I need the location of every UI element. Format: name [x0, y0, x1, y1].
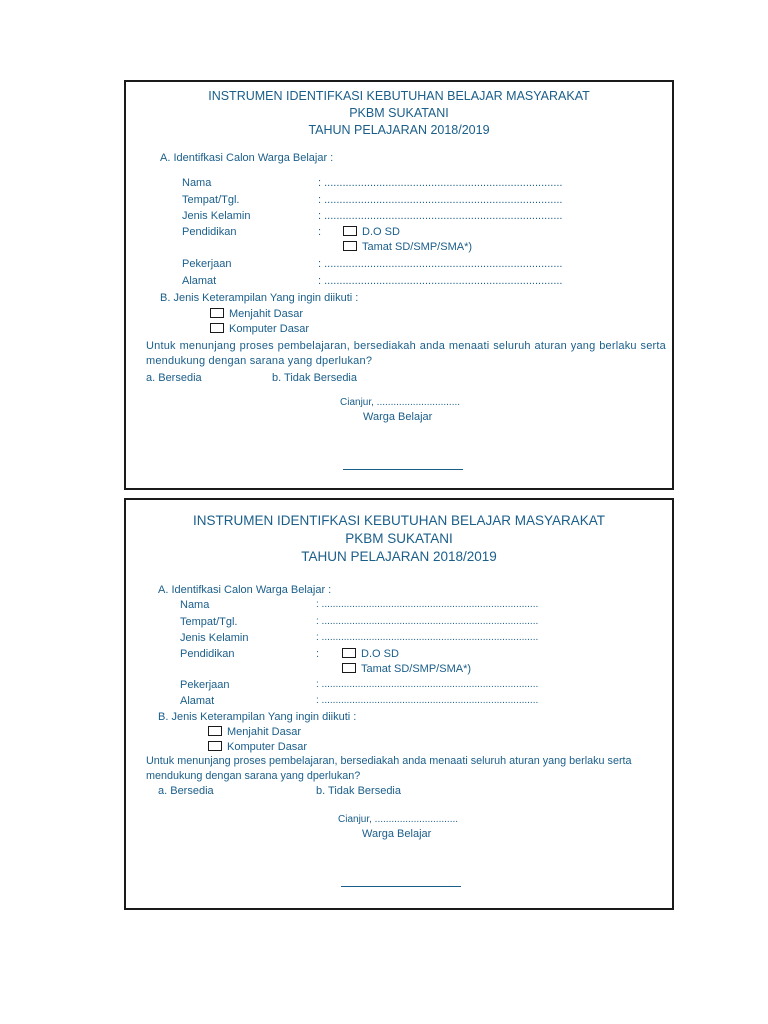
place-date: Cianjur, ..............................	[340, 397, 461, 408]
option-tamat[interactable]: Tamat SD/SMP/SMA*)	[342, 663, 471, 675]
fill-tempat: : ..............................................................................	[316, 616, 539, 627]
signature-line	[343, 469, 463, 470]
fill-alamat: : ..............................................................................	[318, 275, 563, 287]
label-pekerjaan: Pekerjaan	[182, 258, 232, 270]
colon-pendidikan: :	[316, 648, 320, 660]
answer-a[interactable]: a. Bersedia	[158, 785, 214, 797]
option-menjahit[interactable]: Menjahit Dasar	[210, 308, 303, 320]
option-komputer[interactable]: Komputer Dasar	[208, 741, 307, 753]
fill-jenis-kelamin: : ..............................................................................	[318, 210, 563, 222]
question-text: Untuk menunjang proses pembelajaran, bersediakah anda menaati seluruh aturan yang berlaku serta mendukung dengan sarana yang dperlukan?	[146, 340, 666, 367]
title-line-2: PKBM SUKATANI	[349, 106, 449, 120]
checkbox-icon[interactable]	[342, 648, 356, 658]
option-tamat[interactable]: Tamat SD/SMP/SMA*)	[343, 241, 472, 253]
form-card-1	[124, 80, 674, 490]
title-line-3: TAHUN PELAJARAN 2018/2019	[308, 123, 490, 137]
section-b-heading: B. Jenis Keterampilan Yang ingin diikuti :	[160, 292, 359, 304]
option-do-sd[interactable]: D.O SD	[342, 648, 399, 660]
form-card-2	[124, 498, 674, 910]
label-alamat: Alamat	[182, 275, 217, 287]
title-line-3: TAHUN PELAJARAN 2018/2019	[301, 549, 497, 564]
fill-tempat: : ..............................................................................	[318, 194, 563, 206]
label-pekerjaan: Pekerjaan	[180, 679, 230, 691]
option-do-sd[interactable]: D.O SD	[343, 226, 400, 238]
section-a-heading: A. Identifkasi Calon Warga Belajar :	[158, 584, 332, 596]
checkbox-icon[interactable]	[342, 663, 356, 673]
label-pendidikan: Pendidikan	[180, 648, 235, 660]
label-pendidikan: Pendidikan	[182, 226, 237, 238]
label-tempat: Tempat/Tgl.	[182, 194, 240, 206]
option-komputer[interactable]: Komputer Dasar	[210, 323, 309, 335]
fill-nama: : ..............................................................................	[318, 177, 563, 189]
fill-jenis-kelamin: : ..............................................................................	[316, 632, 539, 643]
section-b-heading: B. Jenis Keterampilan Yang ingin diikuti :	[158, 711, 357, 723]
label-jenis-kelamin: Jenis Kelamin	[182, 210, 251, 222]
title-line-1: INSTRUMEN IDENTIFKASI KEBUTUHAN BELAJAR MASYARAKAT	[208, 89, 590, 103]
label-jenis-kelamin: Jenis Kelamin	[180, 632, 249, 644]
title-line-1: INSTRUMEN IDENTIFKASI KEBUTUHAN BELAJAR MASYARAKAT	[192, 513, 606, 528]
checkbox-icon[interactable]	[343, 226, 357, 236]
checkbox-icon[interactable]	[208, 741, 222, 751]
label-tempat: Tempat/Tgl.	[180, 616, 238, 628]
section-a-heading: A. Identifkasi Calon Warga Belajar :	[160, 152, 334, 164]
form-title	[126, 88, 672, 139]
signature-line	[341, 886, 461, 887]
signer-label: Warga Belajar	[363, 411, 433, 423]
option-menjahit[interactable]: Menjahit Dasar	[208, 726, 301, 738]
checkbox-icon[interactable]	[210, 308, 224, 318]
checkbox-icon[interactable]	[343, 241, 357, 251]
answer-b[interactable]: b. Tidak Bersedia	[316, 785, 401, 797]
fill-pekerjaan: : ..............................................................................	[316, 679, 539, 690]
label-alamat: Alamat	[180, 695, 215, 707]
fill-pekerjaan: : ..............................................................................	[318, 258, 563, 270]
answer-b[interactable]: b. Tidak Bersedia	[272, 372, 357, 384]
title-line-2: PKBM SUKATANI	[345, 531, 453, 546]
fill-nama: : ..............................................................................	[316, 599, 539, 610]
checkbox-icon[interactable]	[210, 323, 224, 333]
answer-a[interactable]: a. Bersedia	[146, 372, 202, 384]
place-date: Cianjur, ..............................	[338, 814, 459, 825]
signer-label: Warga Belajar	[362, 828, 432, 840]
label-nama: Nama	[180, 599, 210, 611]
question-text: Untuk menunjang proses pembelajaran, bersediakah anda menaati seluruh aturan yang berlaku serta mendukung dengan sarana yang dperlukan?	[146, 755, 632, 782]
colon-pendidikan: :	[318, 226, 322, 238]
checkbox-icon[interactable]	[208, 726, 222, 736]
form-title	[126, 512, 672, 566]
label-nama: Nama	[182, 177, 212, 189]
fill-alamat: : ..............................................................................	[316, 695, 539, 706]
